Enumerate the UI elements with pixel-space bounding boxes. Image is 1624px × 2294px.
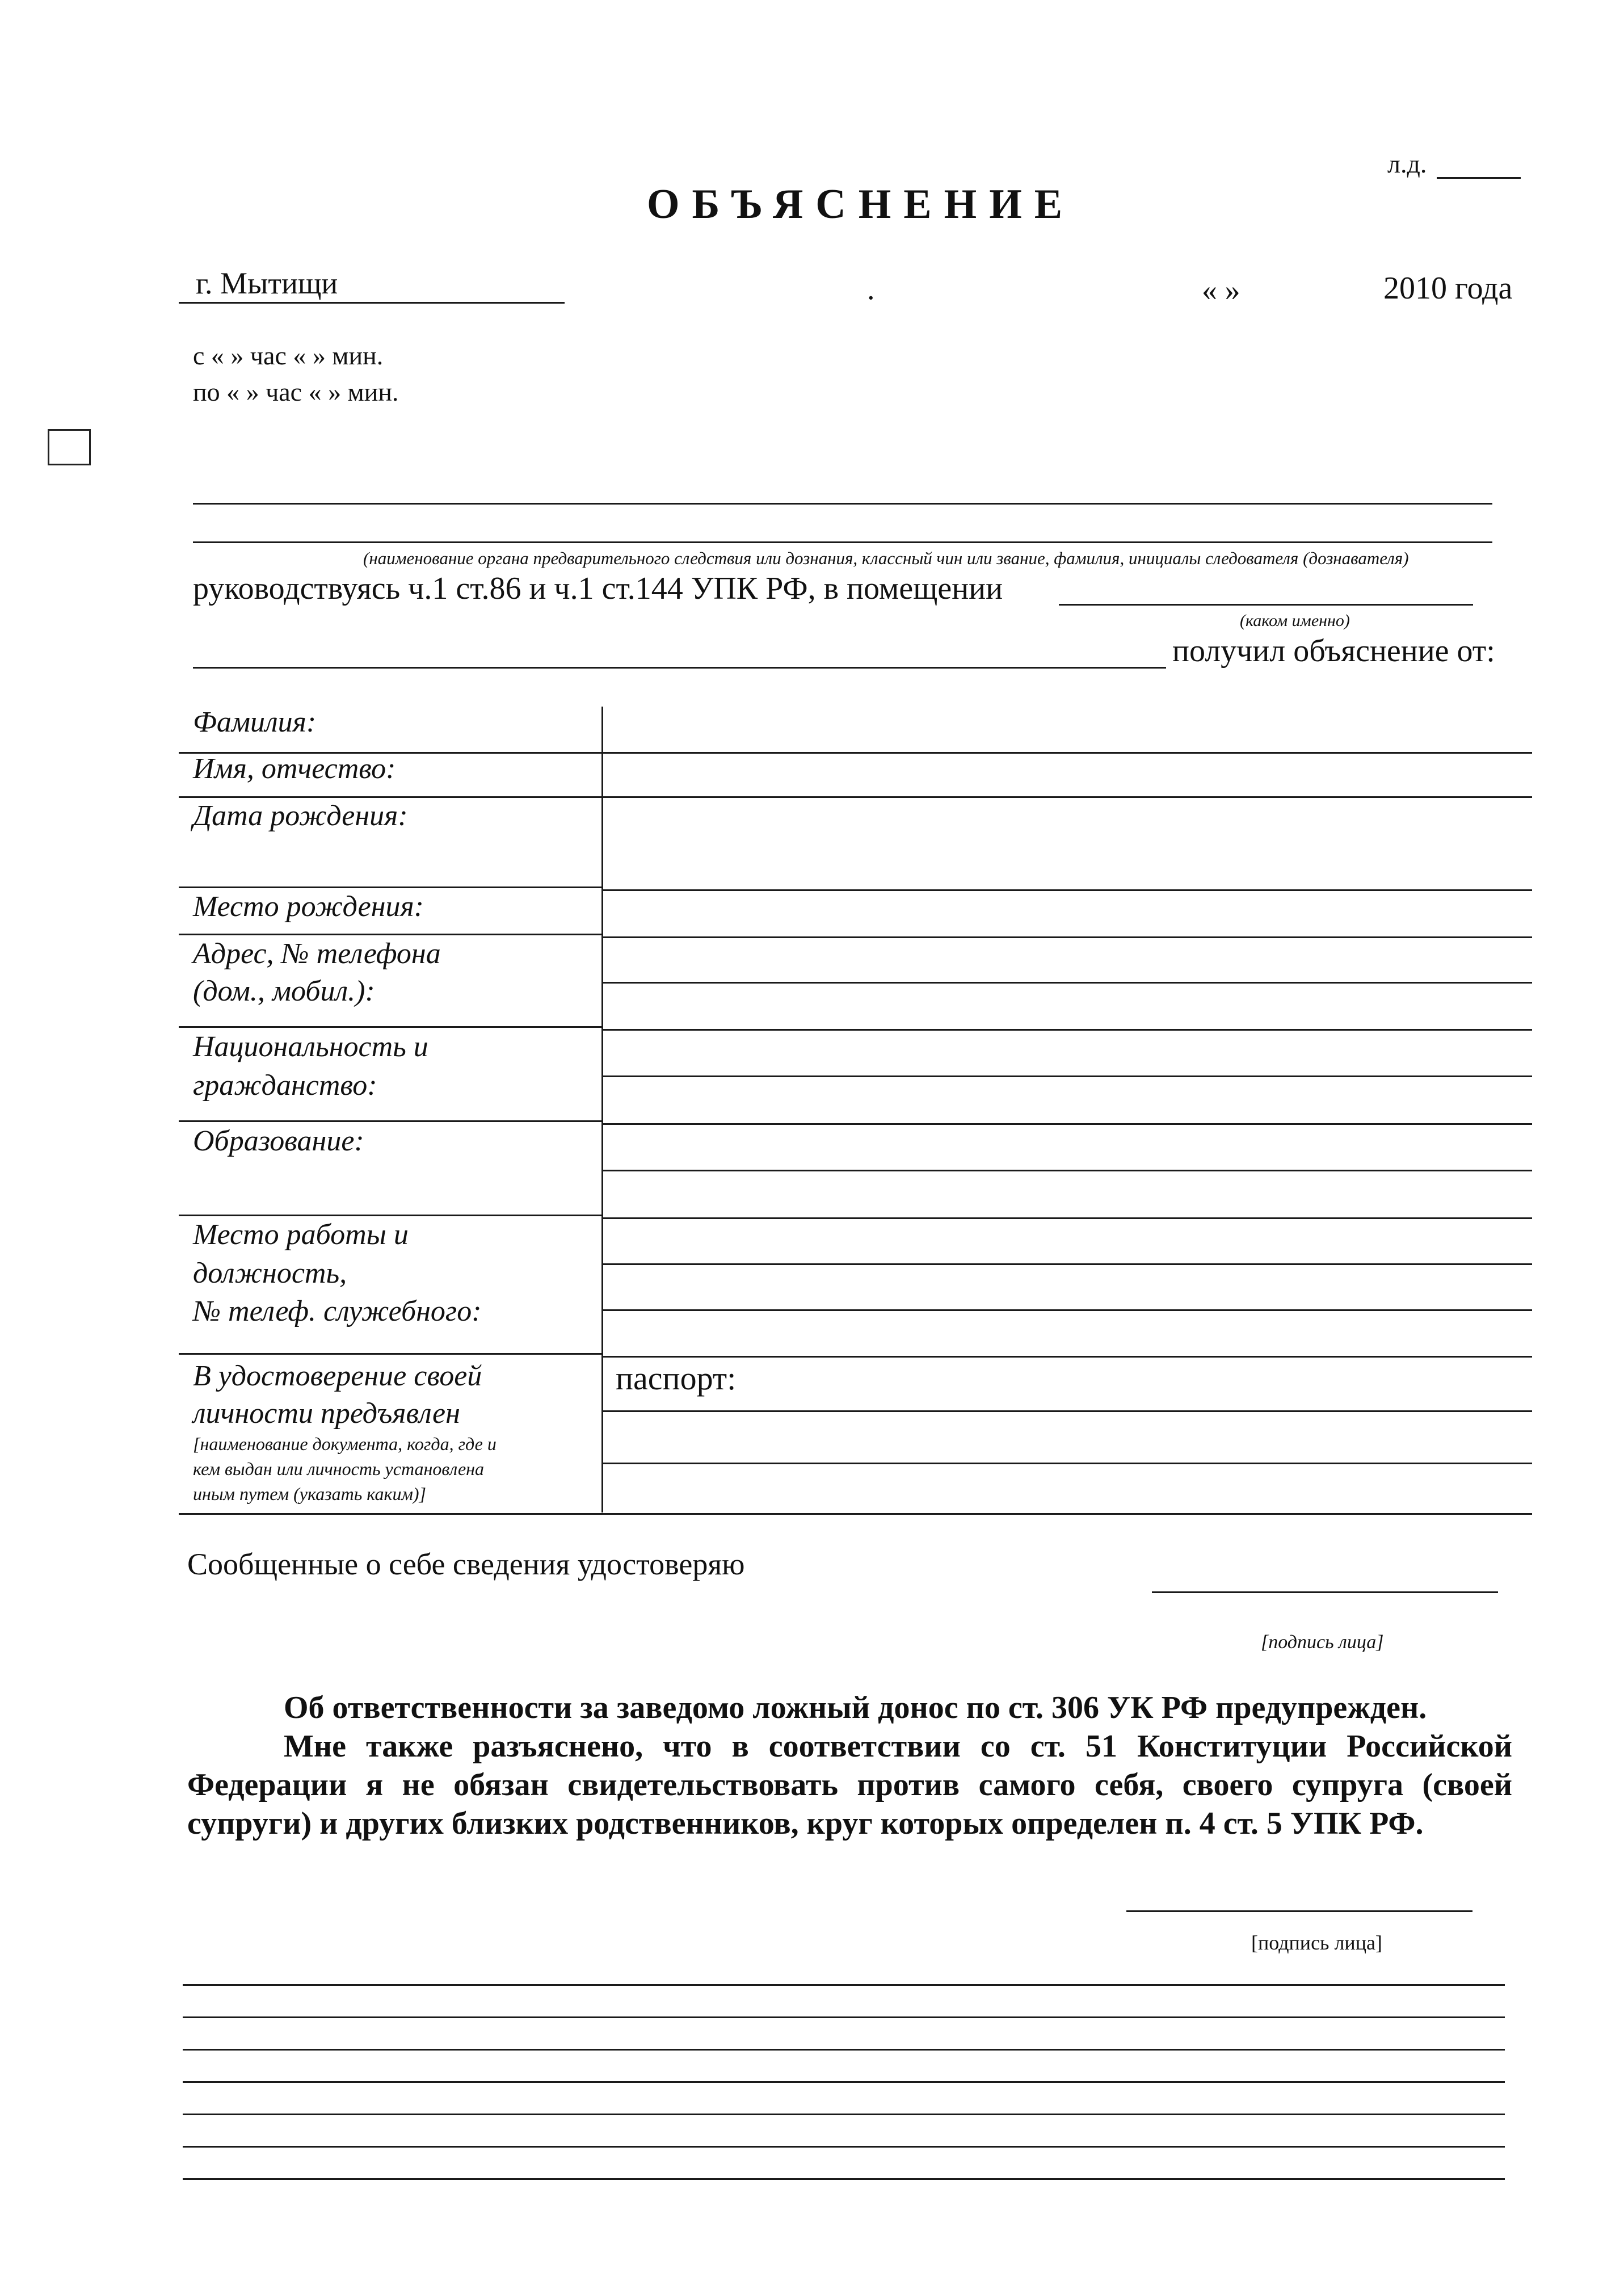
explanation-line[interactable]	[183, 2049, 1505, 2051]
row-separator	[179, 1120, 601, 1122]
explanation-line[interactable]	[183, 1984, 1505, 1986]
work-field-3[interactable]	[601, 1356, 1532, 1358]
birth-place-label: Место рождения:	[193, 890, 424, 923]
address-label: Адрес, № телефона	[193, 938, 441, 970]
sheet-number-label: л.д.	[1387, 149, 1427, 178]
education-label: Образование:	[193, 1125, 364, 1157]
passport-value: паспорт:	[616, 1360, 737, 1397]
name-label: Имя, отчество:	[193, 753, 396, 785]
date-year: 2010 года	[1383, 271, 1513, 306]
work-label-3: № телеф. служебного:	[193, 1295, 482, 1327]
officer-caption: (наименование органа предварительного следствия или дознания, классный чин или звание, фамилия, инициалы следователя (дознавателя)	[363, 548, 1409, 568]
guided-by-text: руководствуясь ч.1 ст.86 и ч.1 ст.144 УПК РФ, в помещении	[193, 571, 1003, 606]
checkbox[interactable]	[48, 429, 91, 465]
work-label: Место работы и	[193, 1219, 409, 1251]
surname-field[interactable]	[601, 752, 1532, 754]
city-underline	[179, 302, 565, 304]
row-separator	[179, 1353, 601, 1355]
nationality-label: Национальность и	[193, 1031, 428, 1063]
time-from-field[interactable]: с « » час « » мин.	[193, 341, 384, 370]
date-separator: .	[867, 272, 875, 306]
signature-caption-1: [подпись лица]	[1261, 1632, 1384, 1653]
identity-field-2[interactable]	[601, 1463, 1532, 1464]
identity-note-2: кем выдан или личность установлена	[193, 1459, 485, 1479]
document-title: ОБЪЯСНЕНИЕ	[647, 181, 1075, 228]
responsibility-paragraph-2: Мне также разъяснено, что в соответствии со ст. 51 Конституции Российской Федерации я не обязан свидетельствовать против самого себя, своего супруга (своей супруги) и других близких родственников, круг которых определен п. 4 ст. 5 УПК РФ.	[187, 1729, 1512, 1841]
birth-date-field[interactable]	[601, 889, 1532, 891]
signature-field-2[interactable]	[1126, 1910, 1472, 1912]
identity-field-1[interactable]	[601, 1410, 1532, 1412]
nationality-field-2[interactable]	[601, 1123, 1532, 1125]
explanation-line[interactable]	[183, 2146, 1505, 2148]
row-separator	[179, 1026, 601, 1028]
room-caption: (каком именно)	[1240, 611, 1350, 630]
place-field[interactable]	[193, 667, 1166, 669]
nationality-label-2: гражданство:	[193, 1069, 377, 1102]
explanation-line[interactable]	[183, 2114, 1505, 2115]
address-field-1[interactable]	[601, 982, 1532, 984]
officer-field-line-2[interactable]	[193, 541, 1492, 543]
identity-note-3: иным путем (указать каким)]	[193, 1484, 426, 1504]
identity-label: В удостоверение своей	[193, 1360, 482, 1392]
signature-field-1[interactable]	[1152, 1591, 1498, 1593]
explanation-line[interactable]	[183, 2081, 1505, 2083]
responsibility-block	[187, 1688, 1512, 1843]
date-day-field[interactable]: « »	[1202, 273, 1240, 307]
table-bottom-line	[179, 1513, 1532, 1515]
name-field[interactable]	[601, 796, 1532, 798]
birth-place-field[interactable]	[601, 936, 1532, 938]
signature-caption-2: [подпись лица]	[1251, 1931, 1382, 1954]
explanation-line[interactable]	[183, 2016, 1505, 2018]
officer-field-line-1[interactable]	[193, 503, 1492, 505]
work-label-2: должность,	[193, 1257, 347, 1289]
city-field: г. Мытищи	[196, 266, 338, 300]
work-field-1[interactable]	[601, 1263, 1532, 1265]
address-field-2[interactable]	[601, 1029, 1532, 1031]
address-label-2: (дом., мобил.):	[193, 975, 375, 1007]
surname-label: Фамилия:	[193, 706, 317, 738]
confirmation-text: Сообщенные о себе сведения удостоверяю	[187, 1547, 745, 1581]
nationality-field-1[interactable]	[601, 1075, 1532, 1077]
received-from-text: получил объяснение от:	[1172, 633, 1495, 669]
identity-note: [наименование документа, когда, где и	[193, 1434, 497, 1454]
room-field[interactable]	[1059, 604, 1473, 606]
table-divider	[601, 707, 603, 1512]
education-field-1[interactable]	[601, 1170, 1532, 1171]
time-to-field[interactable]: по « » час « » мин.	[193, 377, 399, 406]
work-field-2[interactable]	[601, 1309, 1532, 1311]
responsibility-paragraph-1: Об ответственности за заведомо ложный донос по ст. 306 УК РФ предупрежден.	[284, 1690, 1427, 1725]
identity-label-2: личности предъявлен	[193, 1397, 460, 1430]
explanation-line[interactable]	[183, 2178, 1505, 2180]
education-field-2[interactable]	[601, 1217, 1532, 1219]
birth-date-label: Дата рождения:	[193, 800, 408, 832]
sheet-number-field[interactable]	[1437, 177, 1521, 179]
